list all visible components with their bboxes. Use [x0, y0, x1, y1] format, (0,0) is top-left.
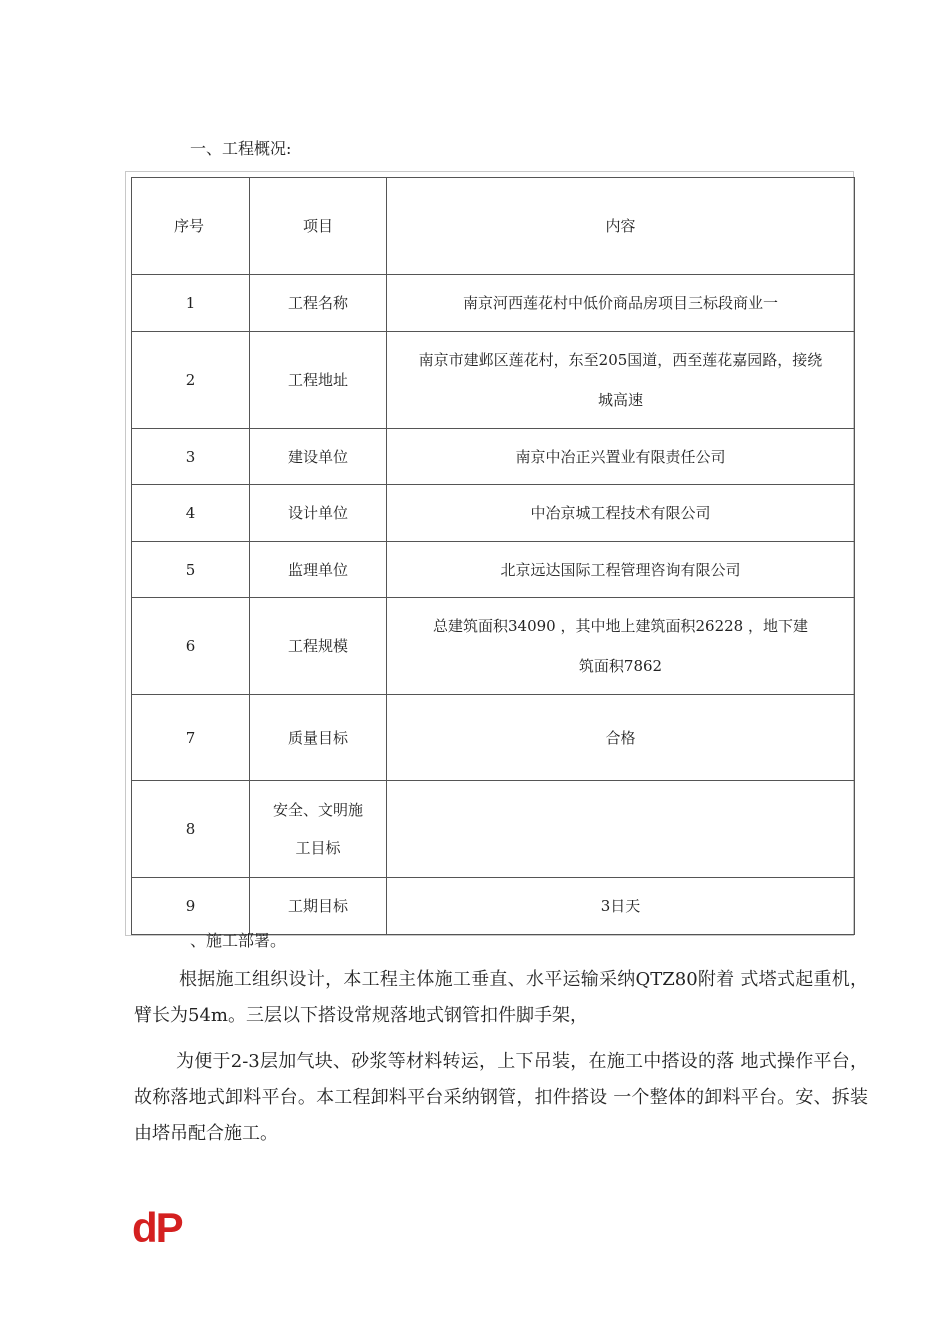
header-item: 项目: [250, 178, 387, 275]
row-item: 工程名称: [250, 275, 387, 332]
row-content: 合格: [387, 695, 855, 781]
row-item: 工程规模: [250, 598, 387, 695]
row-content: 南京河西莲花村中低价商品房项目三标段商业一: [387, 275, 855, 332]
section-heading-deployment: 、施工部署。: [190, 931, 287, 950]
table-row: [132, 332, 855, 429]
project-overview-table: [131, 177, 855, 935]
row-content: 南京中冶正兴置业有限责任公司: [387, 429, 855, 485]
watermark-logo: dP: [132, 1204, 182, 1251]
row-content: 北京远达国际工程管理咨询有限公司: [387, 542, 855, 598]
row-num: 6: [132, 598, 250, 695]
row-item: 工程地址: [250, 332, 387, 429]
row-num: 5: [132, 542, 250, 598]
table-row: [132, 429, 855, 485]
header-num: 序号: [132, 178, 250, 275]
row-item: 工期目标: [250, 878, 387, 935]
row-num: 2: [132, 332, 250, 429]
row-content: 总建筑面积34090 ，其中地上建筑面积26228 ，地下建筑面积7862: [387, 598, 855, 695]
row-num: 3: [132, 429, 250, 485]
row-item: 安全、文明施工目标: [250, 781, 387, 878]
table-row: [132, 878, 855, 935]
header-content: 内容: [387, 178, 855, 275]
body-paragraph: 为便于2-3层加气块、砂浆等材料转运，上下吊装，在施工中搭设的落 地式操作平台，故称落地式卸料平台。本工程卸料平台采纳钢管，扣件搭设 一个整体的卸料平台。安、拆装由塔吊配合施工。: [134, 1051, 868, 1144]
table-row: [132, 695, 855, 781]
row-num: 8: [132, 781, 250, 878]
row-content: 南京市建邺区莲花村，东至205国道，西至莲花嘉园路，接绕城高速: [387, 332, 855, 429]
row-content: 中冶京城工程技术有限公司: [387, 485, 855, 542]
row-item: 建设单位: [250, 429, 387, 485]
table-row: [132, 542, 855, 598]
row-item: 设计单位: [250, 485, 387, 542]
section-heading-overview: 一、工程概况:: [190, 139, 292, 158]
row-content: [387, 781, 855, 878]
row-num: 4: [132, 485, 250, 542]
row-num: 9: [132, 878, 250, 935]
table-row: [132, 275, 855, 332]
table-row: [132, 598, 855, 695]
row-item: 监理单位: [250, 542, 387, 598]
body-paragraph: 根据施工组织设计，本工程主体施工垂直、水平运输采纳QTZ80附着 式塔式起重机，臂长为54m。三层以下搭设常规落地式钢管扣件脚手架，: [134, 969, 868, 1026]
table-row: [132, 781, 855, 878]
row-num: 1: [132, 275, 250, 332]
table-header-row: [132, 178, 855, 275]
table-row: [132, 485, 855, 542]
row-item: 质量目标: [250, 695, 387, 781]
row-num: 7: [132, 695, 250, 781]
row-content: 3日天: [387, 878, 855, 935]
